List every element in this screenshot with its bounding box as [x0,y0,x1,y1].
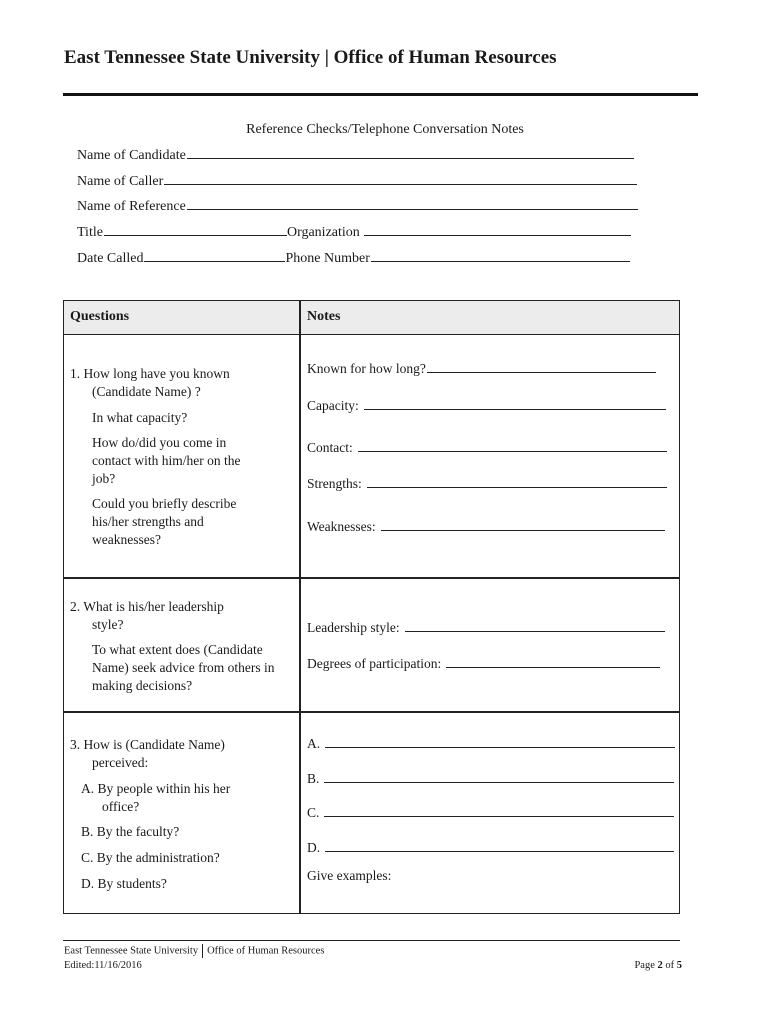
form-subtitle: Reference Checks/Telephone Conversation Notes [246,122,524,137]
q1-capacity: In what capacity? [92,410,188,425]
candidate-blank[interactable] [187,157,634,159]
note-c-label: C. [307,805,320,820]
q2-extent: Name) seek advice from others in [92,660,275,675]
note-c-blank[interactable] [324,815,674,817]
q1-describe: his/her strengths and [92,514,204,529]
organization-label: Organization [286,225,360,240]
page-current: 2 [657,960,663,971]
participation-label: Degrees of participation: [307,656,442,671]
page-number [634,960,682,971]
q1-text: 1. How long have you known [70,366,230,381]
q2-extent: To what extent does (Candidate [92,642,263,657]
known-for-field[interactable] [307,361,656,377]
note-a-field[interactable] [307,736,675,752]
title-field[interactable] [77,225,631,241]
q1-contact: contact with him/her on the [92,453,241,468]
page-of: of [665,960,675,971]
q1-contact: job? [92,471,116,486]
footer-divider [63,940,680,941]
caller-field[interactable] [77,174,637,190]
contact-blank[interactable] [358,450,667,452]
q3-option-a: office? [102,799,140,814]
title-label: Title [77,225,103,240]
q1-describe: weaknesses? [92,532,161,547]
q2-text: 2. What is his/her leadership [70,599,224,614]
header-divider [63,93,698,96]
q3-text: perceived: [92,755,149,770]
q3-option-a: A. By people within his her [81,781,231,796]
table-header [64,301,679,335]
date-called-label: Date Called [77,251,144,266]
caller-label: Name of Caller [77,174,164,189]
weaknesses-field[interactable] [307,519,665,535]
footer-org-line [64,944,324,958]
organization-blank[interactable] [364,234,631,236]
footer-edited: Edited:11/16/2016 [64,960,142,971]
participation-field[interactable] [307,656,660,672]
phone-label: Phone Number [285,251,370,266]
row-divider [64,577,679,579]
q1-text: (Candidate Name) ? [92,384,201,399]
reference-blank[interactable] [187,208,638,210]
leadership-style-field[interactable] [307,620,665,636]
q1-describe: Could you briefly describe [92,496,237,511]
candidate-label: Name of Candidate [77,148,186,163]
q2-text: style? [92,617,124,632]
capacity-field[interactable] [307,398,666,414]
footer-separator [202,944,203,958]
q1-contact: How do/did you come in [92,435,227,450]
weaknesses-blank[interactable] [381,529,665,531]
candidate-field[interactable] [77,148,634,164]
note-b-field[interactable] [307,771,674,787]
reference-label: Name of Reference [77,199,186,214]
contact-field[interactable] [307,440,667,456]
capacity-blank[interactable] [364,408,666,410]
q3-text: 3. How is (Candidate Name) [70,737,225,752]
note-d-field[interactable] [307,840,674,856]
note-b-blank[interactable] [324,781,674,783]
notes-header: Notes [307,309,341,324]
strengths-label: Strengths: [307,476,362,491]
footer-org: East Tennessee State University [64,945,199,957]
contact-label: Contact: [307,440,353,455]
q3-option-c: C. By the administration? [81,850,220,865]
page-title: East Tennessee State University | Office of Human Resources [64,47,557,68]
note-b-label: B. [307,771,320,786]
date-called-blank[interactable] [144,260,285,262]
reference-field[interactable] [77,199,638,215]
note-a-blank[interactable] [325,746,675,748]
note-a-label: A. [307,736,321,751]
phone-blank[interactable] [371,260,630,262]
leadership-style-label: Leadership style: [307,620,400,635]
page-total: 5 [676,960,682,971]
questions-table [63,300,680,914]
title-blank[interactable] [104,234,287,236]
column-divider [299,301,301,913]
date-called-field[interactable] [77,251,630,267]
participation-blank[interactable] [446,666,660,668]
strengths-field[interactable] [307,476,667,492]
strengths-blank[interactable] [367,486,667,488]
q2-extent: making decisions? [92,678,193,693]
note-d-blank[interactable] [325,850,674,852]
note-d-label: D. [307,840,321,855]
known-for-label: Known for how long? [307,361,426,376]
note-c-field[interactable] [307,805,674,821]
q3-option-d: D. By students? [81,876,167,891]
weaknesses-label: Weaknesses: [307,519,376,534]
capacity-label: Capacity: [307,398,359,413]
give-examples-label: Give examples: [307,868,392,883]
q3-option-b: B. By the faculty? [81,824,180,839]
known-for-blank[interactable] [427,371,656,373]
page-prefix: Page [634,960,655,971]
questions-header: Questions [70,309,130,324]
row-divider [64,711,679,713]
caller-blank[interactable] [164,183,637,185]
footer-office: Office of Human Resources [207,945,325,957]
leadership-style-blank[interactable] [405,630,665,632]
